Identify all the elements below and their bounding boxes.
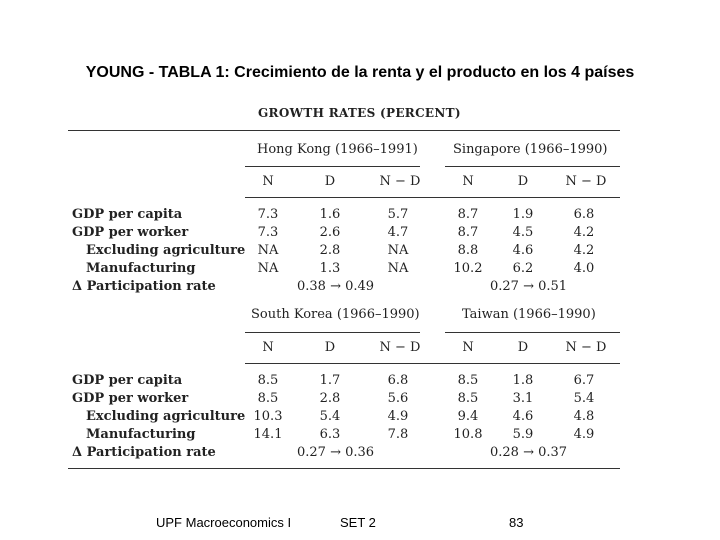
row-label-manufacturing: Manufacturing bbox=[86, 261, 196, 276]
table-cell: 6.8 bbox=[387, 373, 409, 388]
table-cell: 6.2 bbox=[512, 261, 534, 276]
participation-taiwan: 0.28 → 0.37 bbox=[490, 445, 568, 460]
table-cell: 9.4 bbox=[457, 409, 479, 424]
table-cell: 14.1 bbox=[253, 427, 283, 442]
col-header-n-sg: N bbox=[462, 174, 474, 189]
table-caption: GROWTH RATES (PERCENT) bbox=[258, 106, 461, 120]
table-cell: 8.7 bbox=[457, 225, 479, 240]
table-scan bbox=[60, 100, 625, 480]
table-cell: 5.7 bbox=[387, 207, 409, 222]
row-label-manufacturing: Manufacturing bbox=[86, 427, 196, 442]
table-cell: 7.8 bbox=[387, 427, 409, 442]
table-bottom-rule bbox=[68, 468, 620, 469]
panel-title-south-korea: South Korea (1966–1990) bbox=[251, 307, 420, 322]
table-cell: NA bbox=[387, 243, 409, 258]
participation-hong-kong: 0.38 → 0.49 bbox=[297, 279, 375, 294]
table-cell: 4.8 bbox=[573, 409, 595, 424]
col-header-n-tw: N bbox=[462, 340, 474, 355]
panel-title-taiwan: Taiwan (1966–1990) bbox=[462, 307, 596, 322]
table-cell: 5.4 bbox=[319, 409, 341, 424]
panel-title-singapore: Singapore (1966–1990) bbox=[453, 142, 608, 157]
table-cell: 4.6 bbox=[512, 243, 534, 258]
participation-singapore: 0.27 → 0.51 bbox=[490, 279, 568, 294]
table-cell: 4.0 bbox=[573, 261, 595, 276]
table-cell: 5.4 bbox=[573, 391, 595, 406]
row-label-gdp-capita: GDP per capita bbox=[72, 207, 183, 222]
table-cell: 10.8 bbox=[453, 427, 483, 442]
footer-set: SET 2 bbox=[340, 515, 376, 530]
table-cell: 2.6 bbox=[319, 225, 341, 240]
table-cell: 1.3 bbox=[319, 261, 341, 276]
table-cell: 6.3 bbox=[319, 427, 341, 442]
footer-page-number: 83 bbox=[509, 515, 524, 530]
panel-rule-south-korea bbox=[245, 332, 420, 333]
table-cell: 4.2 bbox=[573, 243, 595, 258]
col-header-d-sg: D bbox=[517, 174, 529, 189]
table-cell: 8.7 bbox=[457, 207, 479, 222]
table-cell: 7.3 bbox=[257, 207, 279, 222]
row-label-gdp-worker: GDP per worker bbox=[72, 225, 189, 240]
col-header-nd-kr: N − D bbox=[379, 340, 421, 355]
panel-rule-singapore bbox=[445, 166, 620, 167]
table-cell: 1.6 bbox=[319, 207, 341, 222]
table-cell: 4.5 bbox=[512, 225, 534, 240]
table-cell: 10.2 bbox=[453, 261, 483, 276]
table-cell: 1.8 bbox=[512, 373, 534, 388]
col-header-nd-sg: N − D bbox=[565, 174, 607, 189]
table-cell: 4.2 bbox=[573, 225, 595, 240]
col-header-d-tw: D bbox=[517, 340, 529, 355]
row-label-excl-agri: Excluding agriculture bbox=[86, 409, 246, 424]
col-header-d-kr: D bbox=[324, 340, 336, 355]
table-cell: 4.6 bbox=[512, 409, 534, 424]
table-cell: 4.7 bbox=[387, 225, 409, 240]
footer-course: UPF Macroeconomics I bbox=[156, 515, 292, 530]
panel-rule-hong-kong bbox=[245, 166, 420, 167]
slide-title: YOUNG - TABLA 1: Crecimiento de la renta y el producto en los 4 países bbox=[85, 64, 635, 81]
table-cell: 5.9 bbox=[512, 427, 534, 442]
table-cell: 7.3 bbox=[257, 225, 279, 240]
table-cell: NA bbox=[257, 261, 279, 276]
row-label-gdp-worker: GDP per worker bbox=[72, 391, 189, 406]
table-cell: NA bbox=[387, 261, 409, 276]
col-header-nd-hk: N − D bbox=[379, 174, 421, 189]
table-cell: 6.8 bbox=[573, 207, 595, 222]
table-cell: NA bbox=[257, 243, 279, 258]
table-cell: 1.7 bbox=[319, 373, 341, 388]
participation-south-korea: 0.27 → 0.36 bbox=[297, 445, 375, 460]
panel-title-hong-kong: Hong Kong (1966–1991) bbox=[257, 142, 418, 157]
row-label-excl-agri: Excluding agriculture bbox=[86, 243, 246, 258]
table-cell: 1.9 bbox=[512, 207, 534, 222]
table-cell: 5.6 bbox=[387, 391, 409, 406]
row-label-participation: Δ Participation rate bbox=[72, 279, 216, 294]
table-cell: 8.8 bbox=[457, 243, 479, 258]
col-header-d-hk: D bbox=[324, 174, 336, 189]
table-cell: 4.9 bbox=[573, 427, 595, 442]
row-label-gdp-capita: GDP per capita bbox=[72, 373, 183, 388]
col-header-n-kr: N bbox=[262, 340, 274, 355]
table-cell: 2.8 bbox=[319, 243, 341, 258]
header-rule-bottom bbox=[245, 363, 620, 364]
table-cell: 6.7 bbox=[573, 373, 595, 388]
table-cell: 8.5 bbox=[457, 373, 479, 388]
table-top-rule bbox=[68, 130, 620, 131]
table-cell: 4.9 bbox=[387, 409, 409, 424]
panel-rule-taiwan bbox=[445, 332, 620, 333]
row-label-participation: Δ Participation rate bbox=[72, 445, 216, 460]
table-cell: 3.1 bbox=[512, 391, 534, 406]
col-header-n-hk: N bbox=[262, 174, 274, 189]
table-cell: 8.5 bbox=[457, 391, 479, 406]
table-cell: 8.5 bbox=[257, 373, 279, 388]
col-header-nd-tw: N − D bbox=[565, 340, 607, 355]
table-cell: 2.8 bbox=[319, 391, 341, 406]
header-rule-top bbox=[245, 197, 620, 198]
table-cell: 8.5 bbox=[257, 391, 279, 406]
table-cell: 10.3 bbox=[253, 409, 283, 424]
